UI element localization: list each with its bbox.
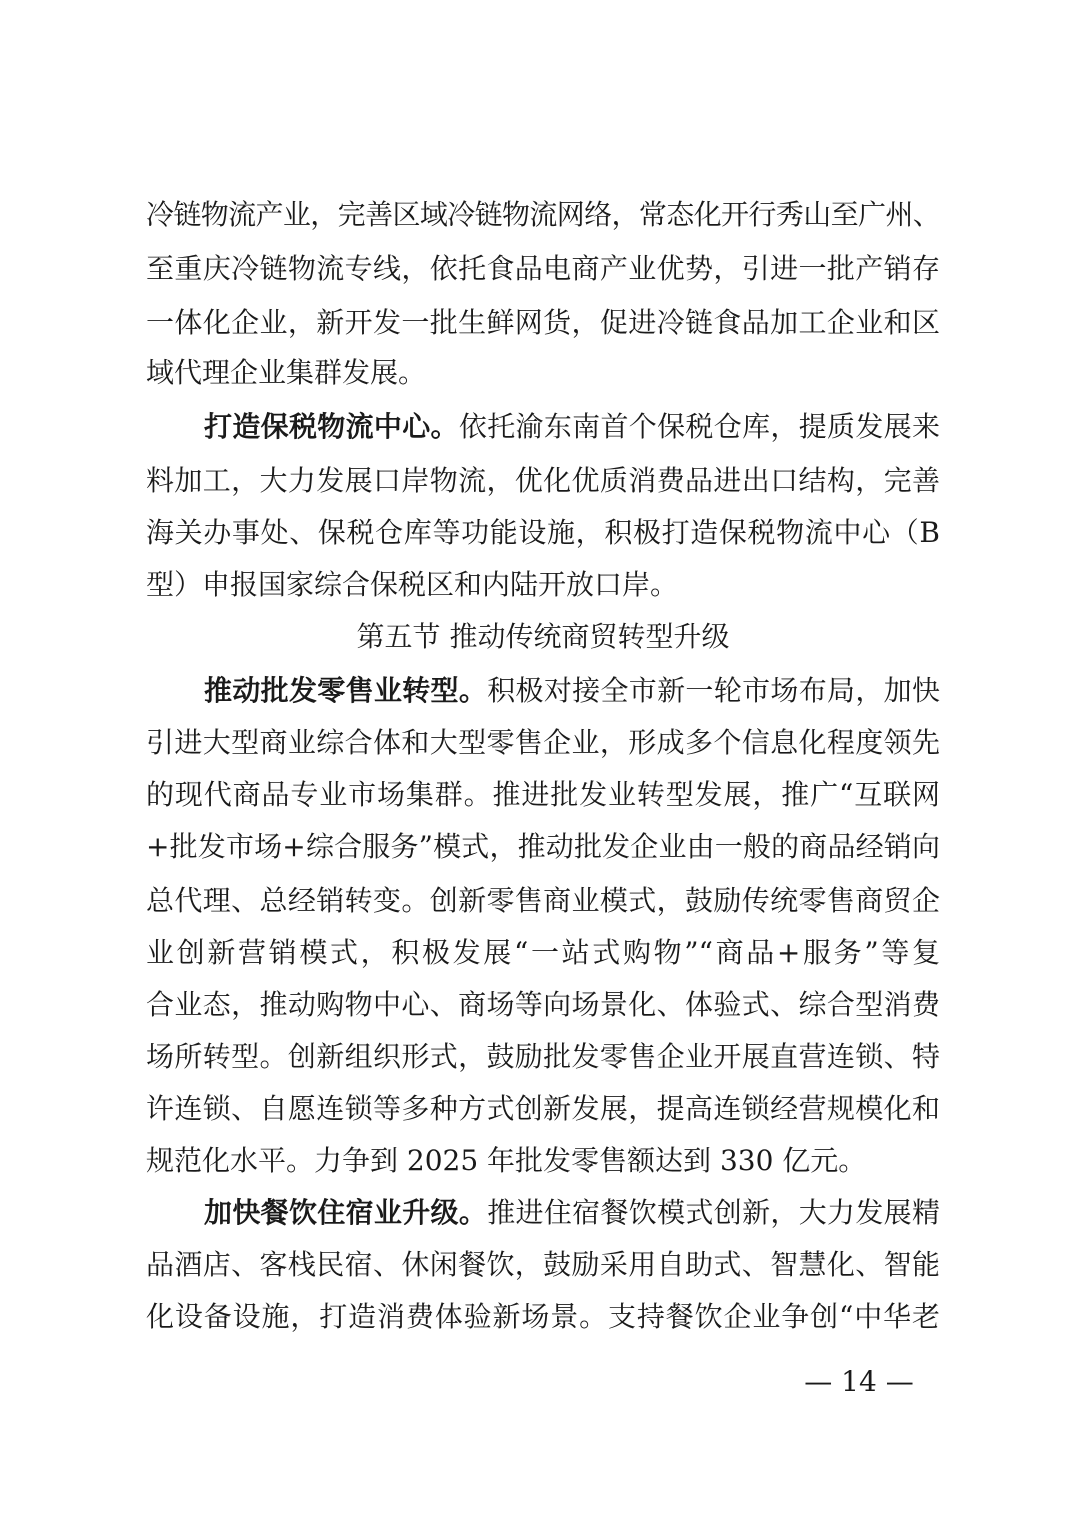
paragraph-text: 推进住宿餐饮模式创新，大力发展精 xyxy=(487,1196,940,1229)
paragraph-first-line xyxy=(204,674,940,710)
paragraph-lead-heading: 加快餐饮住宿业升级。 xyxy=(204,1196,488,1229)
paragraph-line: 的现代商品专业市场集群。推进批发业转型发展，推广“互联网 xyxy=(146,778,940,811)
paragraph-text: 积极对接全市新一轮市场布局，加快 xyxy=(487,674,940,707)
paragraph-line: 品酒店、客栈民宿、休闲餐饮，鼓励采用自助式、智慧化、智能 xyxy=(146,1248,940,1281)
paragraph-line: 一体化企业，新开发一批生鲜网货，促进冷链食品加工企业和区 xyxy=(146,306,940,339)
paragraph-line: 总代理、总经销转变。创新零售商业模式，鼓励传统零售商贸企 xyxy=(146,884,940,917)
paragraph-line: 化设备设施，打造消费体验新场景。支持餐饮企业争创“中华老 xyxy=(146,1300,940,1333)
paragraph-line: 许连锁、自愿连锁等多种方式创新发展，提高连锁经营规模化和 xyxy=(146,1092,940,1125)
paragraph-text: 依托渝东南首个保税仓库，提质发展来 xyxy=(458,410,940,443)
page-number: — 14 — xyxy=(804,1365,914,1398)
paragraph-first-line xyxy=(204,1196,940,1232)
paragraph-line: 料加工，大力发展口岸物流，优化优质消费品进出口结构，完善 xyxy=(146,464,940,497)
paragraph-line: 至重庆冷链物流专线，依托食品电商产业优势，引进一批产销存 xyxy=(146,252,940,285)
paragraph-line: 冷链物流产业，完善区域冷链物流网络，常态化开行秀山至广州、 xyxy=(146,198,940,231)
paragraph-line: 规范化水平。力争到 2025 年批发零售额达到 330 亿元。 xyxy=(146,1144,867,1177)
paragraph-first-line xyxy=(204,410,940,446)
paragraph-line: +批发市场+综合服务”模式，推动批发企业由一般的商品经销向 xyxy=(146,830,940,863)
section-heading: 第五节 推动传统商贸转型升级 xyxy=(356,620,730,653)
paragraph-line: 场所转型。创新组织形式，鼓励批发零售企业开展直营连锁、特 xyxy=(146,1040,940,1073)
paragraph-line: 合业态，推动购物中心、商场等向场景化、体验式、综合型消费 xyxy=(146,988,940,1021)
paragraph-lead-heading: 打造保税物流中心。 xyxy=(204,410,459,443)
paragraph-line: 海关办事处、保税仓库等功能设施，积极打造保税物流中心（B xyxy=(146,516,940,549)
paragraph-lead-heading: 推动批发零售业转型。 xyxy=(204,674,488,707)
paragraph-line: 型）申报国家综合保税区和内陆开放口岸。 xyxy=(146,568,679,601)
paragraph-line: 引进大型商业综合体和大型零售企业，形成多个信息化程度领先 xyxy=(146,726,940,759)
paragraph-line: 域代理企业集群发展。 xyxy=(146,356,427,389)
paragraph-line: 业创新营销模式，积极发展“一站式购物”“商品+服务”等复 xyxy=(146,936,940,969)
